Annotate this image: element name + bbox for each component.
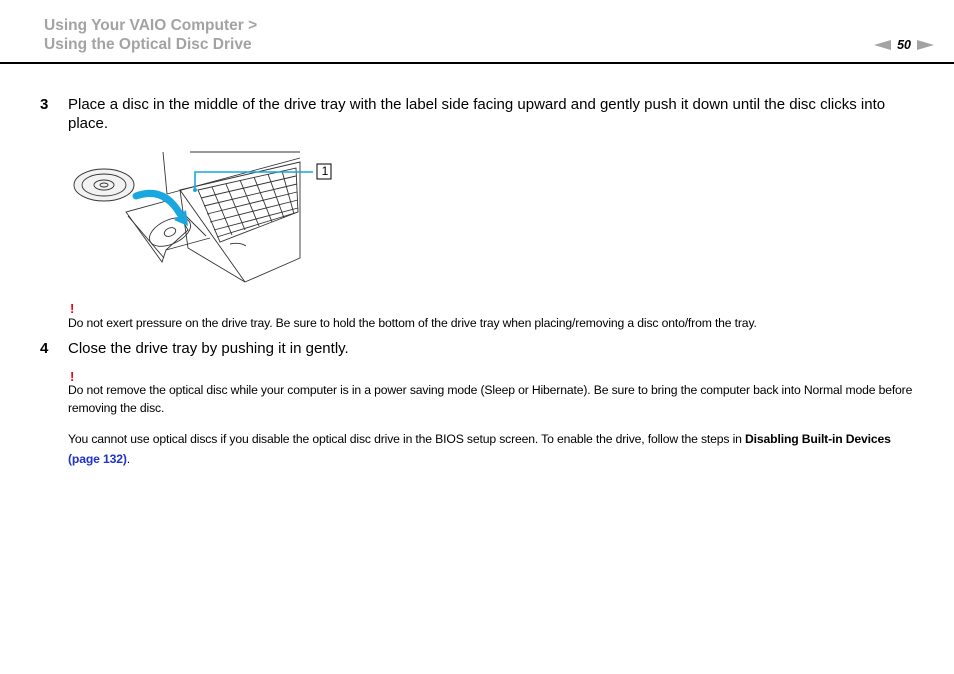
header-divider bbox=[0, 62, 954, 64]
step-number: 3 bbox=[40, 96, 49, 113]
laptop-disc-drive-icon bbox=[70, 150, 340, 290]
disc-insertion-illustration bbox=[70, 150, 340, 290]
breadcrumb bbox=[44, 16, 257, 54]
step-text: Place a disc in the middle of the drive tray with the label side facing upward and gently push it down until the disc clicks into place. bbox=[68, 96, 886, 132]
breadcrumb-parent[interactable]: Using Your VAIO Computer > bbox=[44, 17, 258, 34]
warning-note-power-saving: Do not remove the optical disc while your computer is in a power saving mode (Sleep or Hibernate). Be sure to bring the computer back into Normal mode before removing the disc. bbox=[68, 383, 913, 415]
section-reference: Disabling Built-in Devices bbox=[745, 432, 891, 446]
warning-note-pressure: Do not exert pressure on the drive tray. Be sure to hold the bottom of the drive tray when placing/removing a disc onto/from the tray. bbox=[68, 316, 757, 330]
note-text: You cannot use optical discs if you disable the optical disc drive in the BIOS setup screen. To enable the drive, follow the steps in bbox=[68, 432, 746, 446]
note-period: . bbox=[126, 452, 131, 466]
warning-mark-icon: ! bbox=[70, 369, 75, 384]
page-link[interactable]: (page 132) bbox=[68, 452, 127, 466]
next-page-arrow-icon[interactable] bbox=[917, 40, 934, 50]
step-number: 4 bbox=[40, 340, 49, 357]
previous-page-arrow-icon[interactable] bbox=[874, 40, 891, 50]
breadcrumb-current[interactable]: Using the Optical Disc Drive bbox=[44, 36, 252, 53]
step-text: Close the drive tray by pushing it in gently. bbox=[68, 340, 349, 357]
info-note-bios bbox=[68, 429, 918, 469]
page-header bbox=[0, 0, 954, 64]
callout-label-1: 1 bbox=[321, 164, 329, 178]
warning-mark-icon: ! bbox=[70, 301, 75, 316]
page-number: 50 bbox=[897, 38, 911, 52]
page-navigation bbox=[874, 38, 934, 52]
